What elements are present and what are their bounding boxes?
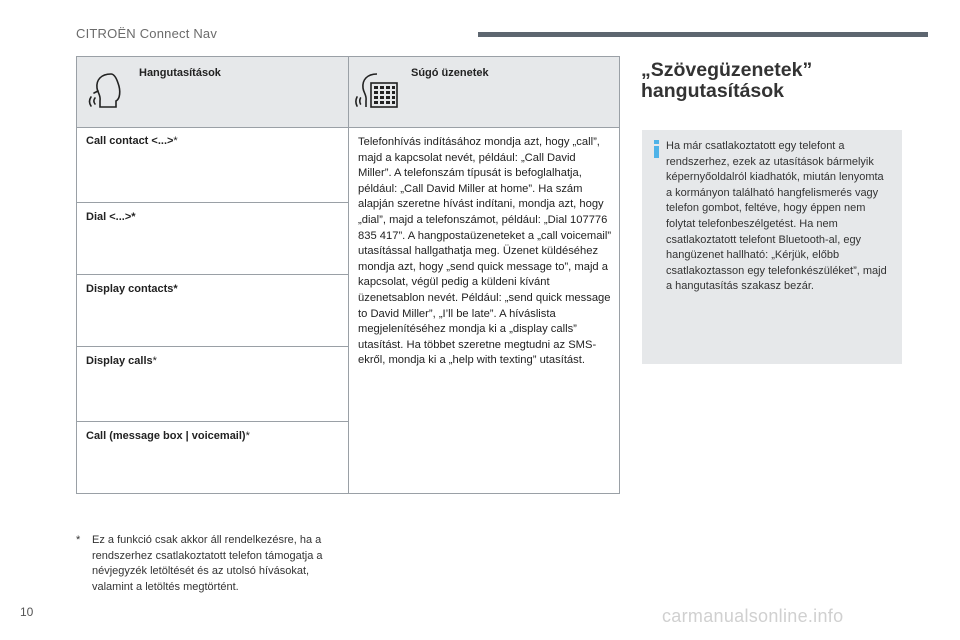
watermark: carmanualsonline.info [662, 606, 844, 626]
column-header-help: Súgó üzenetek [411, 67, 489, 79]
help-message-text: Telefonhívás indításához mondja azt, hogy „call”, majd a kapcsolat nevét, például: „Call David Miller”. A telefonszám típusát is befoglalhatja, például: „Call David Miller at home”. Ha szám alapján szeretne hívást indítani, mondja azt, hogy „dial”, majd a telefonszámot, például: „Dial 107776 835 417”. A hangpostaüzeneteket a „call voicemail” utasítással hallgathatja meg. Üzenet küldéséhez mondja azt, hogy „send quick message to”, majd a kapcsolat, végül pedig a küldeni kívánt üzenetsablon nevét. Például: „send quick message to David Miller”, „I’ll be late”. A híváslista megjelenítéséhez mondja ki a „display calls” utasítást. Ha többet szeretne megtudni az SMS-ekről, mondja ki a „help with texting” utasítást. [358, 136, 612, 367]
info-box [642, 130, 902, 364]
command-label: Display calls [86, 355, 153, 367]
voice-command-icon [87, 71, 127, 116]
header-title: CITROËN Connect Nav [76, 26, 218, 41]
voice-keypad-icon [355, 71, 399, 116]
command-asterisk: * [173, 135, 178, 147]
command-label: Call contact <...> [86, 135, 174, 147]
section-title: „Szövegüzenetek” hangutasítások [641, 59, 813, 102]
header-rule [478, 32, 928, 37]
command-label: Dial <...>* [86, 211, 136, 223]
command-asterisk: * [245, 430, 250, 442]
table-row [77, 347, 348, 421]
table-row [77, 422, 348, 492]
info-icon [654, 140, 659, 158]
table-header-commands [77, 57, 349, 127]
command-label: Call (message box | voicemail) [86, 430, 246, 442]
table-header-help [349, 57, 619, 127]
commands-column [77, 127, 349, 493]
command-asterisk: * [152, 355, 157, 367]
table-row [77, 127, 348, 202]
column-header-commands: Hangutasítások [139, 67, 221, 79]
info-text: Ha már csatlakoztatott egy telefont a rendszerhez, ezek az utasítások bármelyik képernyőoldalról kiadhatók, miután lenyomta a kormányon található hangfelismerés vagy telefon gombot, feltéve, hogy éppen nem folytat telefonbeszélgetést. Ha nem csatlakoztatott telefont Bluetooth-al, egy hangüzenet hallható: „Kérjük, előbb csatlakoztasson egy telefonkészüléket”, majd a hangutasítás szakasz bezár. [666, 140, 887, 293]
footnote-marker: * [76, 534, 81, 546]
table-row [77, 203, 348, 274]
footnote-text: Ez a funkció csak akkor áll rendelkezésre, ha a rendszerhez csatlakoztatott telefon támogatja a névjegyzék letöltését és az utolsó hívásokat, valamint a letöltés megtörtént. [92, 534, 323, 593]
page-number: 10 [20, 605, 34, 619]
table-header [77, 57, 619, 128]
table-row [77, 275, 348, 346]
command-label: Display contacts* [86, 283, 178, 295]
voice-command-table [76, 56, 620, 494]
